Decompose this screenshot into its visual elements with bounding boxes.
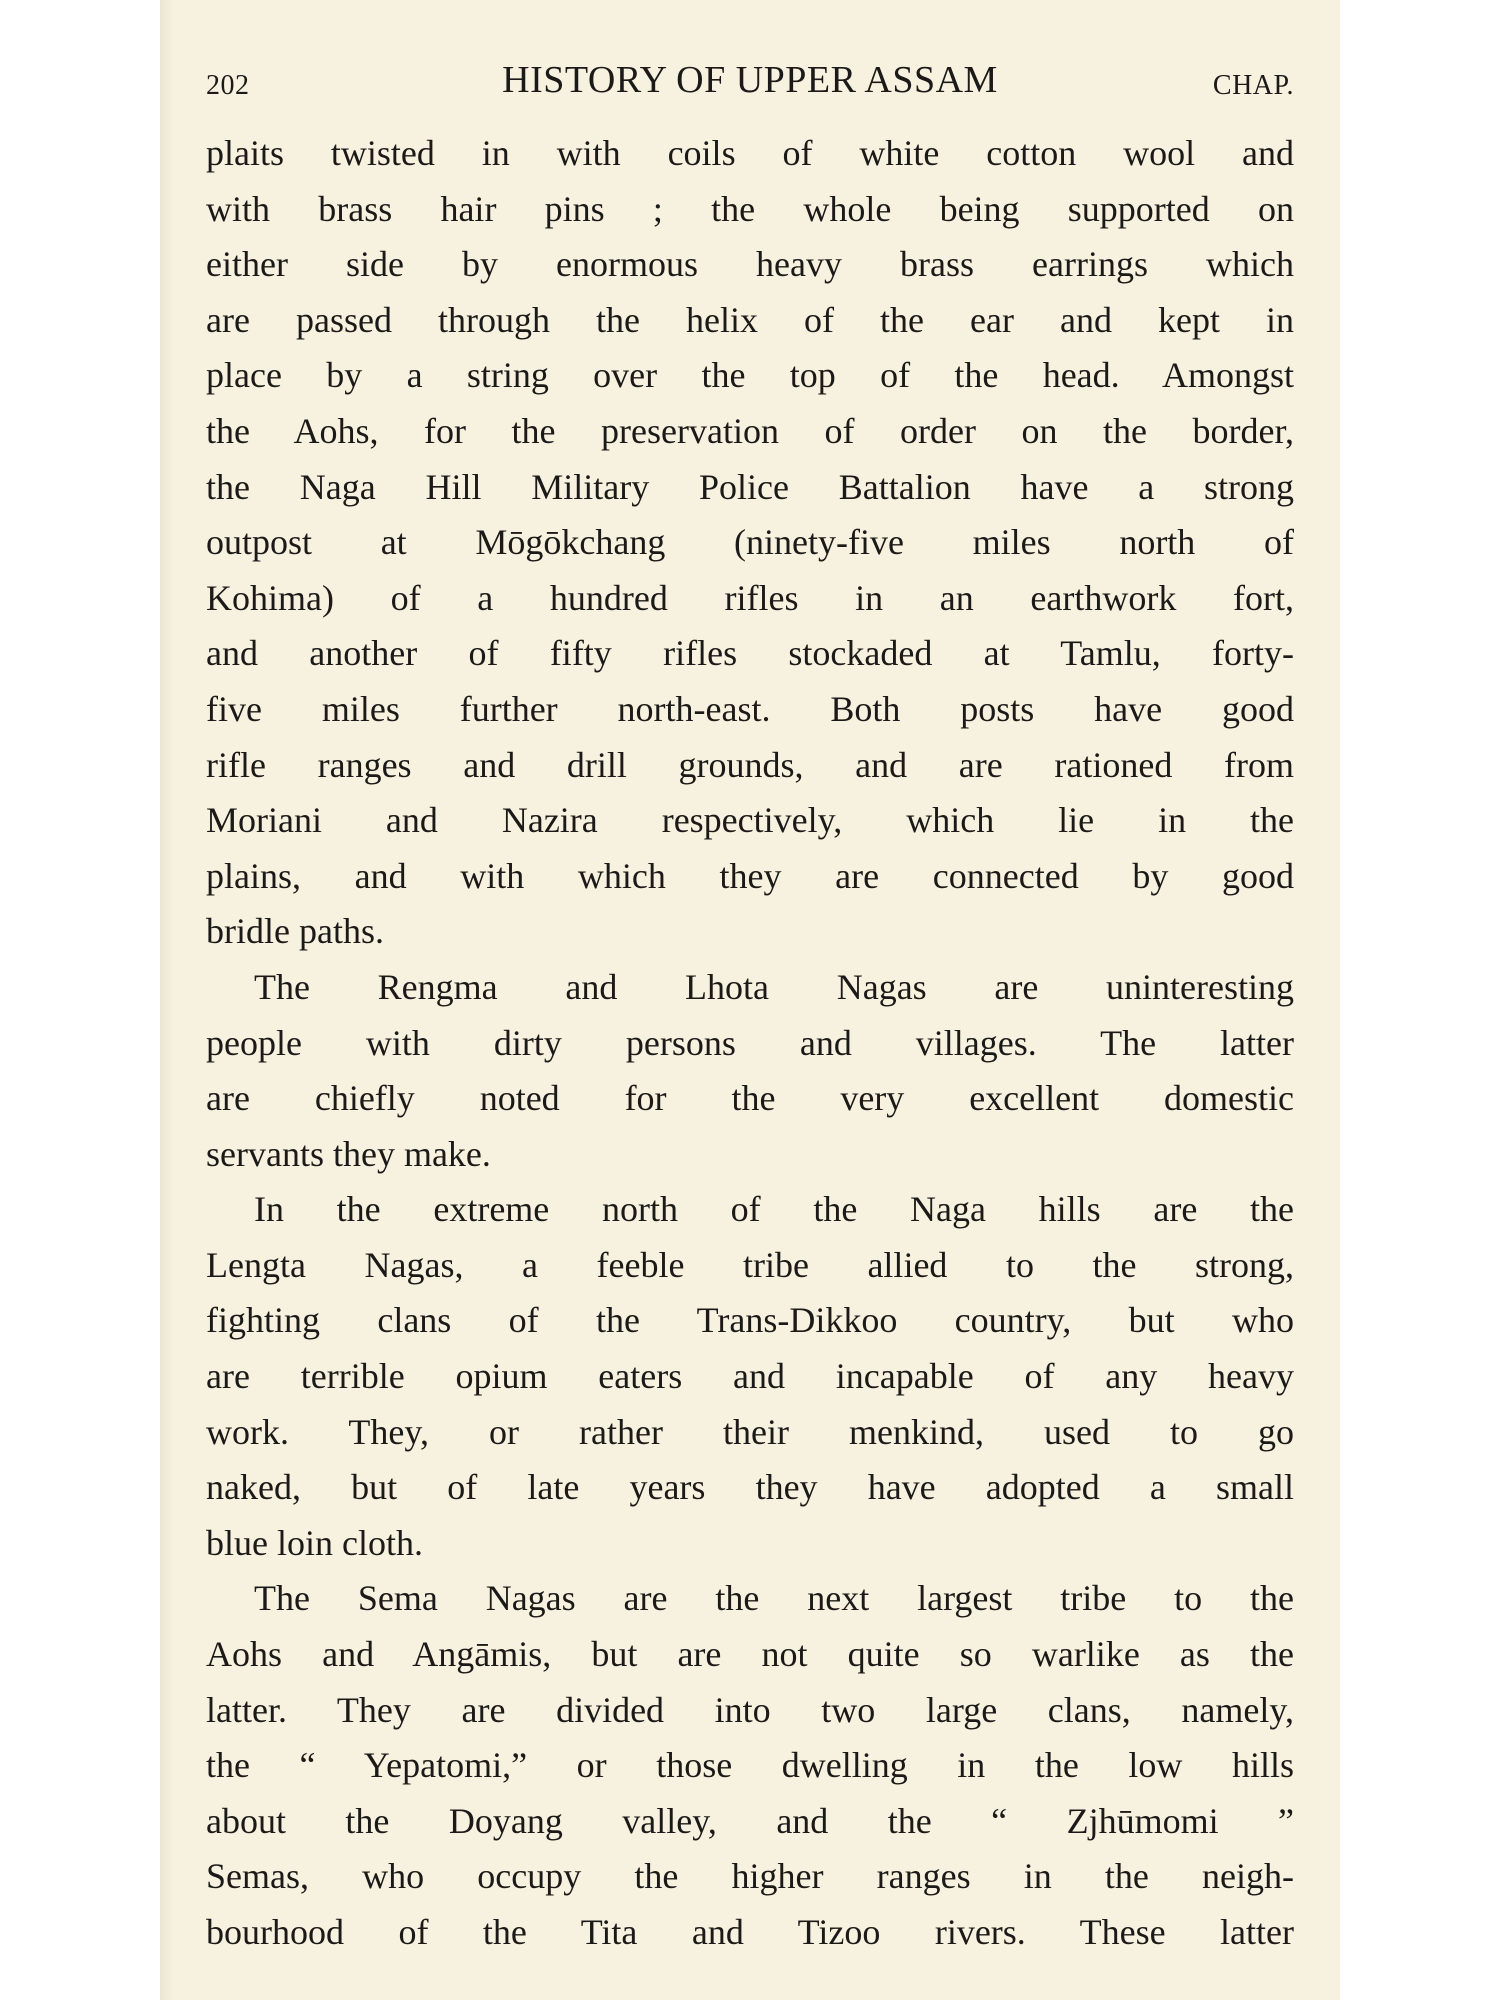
text-line: five miles further north-east. Both posts have good bbox=[206, 688, 1294, 729]
chapter-label: CHAP. bbox=[1212, 70, 1294, 101]
text-line: bridle paths. bbox=[206, 911, 384, 952]
text-line: servants they make. bbox=[206, 1133, 491, 1174]
text-line: Kohima) of a hundred rifles in an earthwork fort, bbox=[206, 577, 1294, 618]
text-line: the Naga Hill Military Police Battalion have a strong bbox=[206, 466, 1294, 507]
text-line: with brass hair pins ; the whole being supported on bbox=[206, 188, 1294, 229]
text-line: bourhood of the Tita and Tizoo rivers. These latter bbox=[206, 1912, 1294, 1952]
text-line: work. They, or rather their menkind, used to go bbox=[206, 1411, 1294, 1452]
text-line: latter. They are divided into two large clans, namely, bbox=[206, 1689, 1294, 1730]
text-line: plains, and with which they are connected by good bbox=[206, 855, 1294, 896]
text-line: outpost at Mōgōkchang (ninety-five miles north of bbox=[206, 522, 1294, 563]
text-line: The Sema Nagas are the next largest tribe to the bbox=[254, 1578, 1294, 1619]
text-line: naked, but of late years they have adopted a small bbox=[206, 1467, 1294, 1508]
text-line: Aohs and Angāmis, but are not quite so warlike as the bbox=[206, 1634, 1294, 1675]
text-line: blue loin cloth. bbox=[206, 1522, 423, 1563]
text-line: Lengta Nagas, a feeble tribe allied to the strong, bbox=[206, 1244, 1294, 1285]
running-title: HISTORY OF UPPER ASSAM bbox=[502, 59, 998, 101]
text-line: the Aohs, for the preservation of order on the border, bbox=[206, 410, 1294, 451]
text-line: rifle ranges and drill grounds, and are rationed from bbox=[206, 744, 1294, 785]
text-line: place by a string over the top of the head. Amongst bbox=[206, 355, 1294, 396]
text-line: are passed through the helix of the ear and kept in bbox=[206, 299, 1294, 340]
text-line: people with dirty persons and villages. The latter bbox=[206, 1022, 1294, 1063]
text-line: and another of fifty rifles stockaded at Tamlu, forty- bbox=[206, 633, 1294, 674]
body-text bbox=[206, 126, 1294, 1961]
text-line: the “ Yepatomi,” or those dwelling in the low hills bbox=[206, 1745, 1294, 1786]
text-line: In the extreme north of the Naga hills are the bbox=[254, 1189, 1294, 1230]
page-gutter-shadow bbox=[160, 0, 174, 2000]
text-line: Moriani and Nazira respectively, which lie in the bbox=[206, 800, 1294, 841]
text-line: The Rengma and Lhota Nagas are uninteresting bbox=[254, 966, 1294, 1007]
text-line: plaits twisted in with coils of white cotton wool and bbox=[206, 133, 1294, 173]
page-number: 202 bbox=[206, 70, 250, 101]
book-page bbox=[160, 0, 1340, 2000]
text-line: Semas, who occupy the higher ranges in the neigh- bbox=[206, 1856, 1294, 1897]
text-line: fighting clans of the Trans-Dikkoo country, but who bbox=[206, 1300, 1294, 1341]
text-line: either side by enormous heavy brass earrings which bbox=[206, 244, 1294, 285]
text-line: are chiefly noted for the very excellent domestic bbox=[206, 1078, 1294, 1119]
page-text-block bbox=[206, 48, 1294, 1961]
text-line: are terrible opium eaters and incapable of any heavy bbox=[206, 1356, 1294, 1397]
text-line: about the Doyang valley, and the “ Zjhūmomi ” bbox=[206, 1800, 1294, 1841]
running-header bbox=[206, 48, 1294, 112]
